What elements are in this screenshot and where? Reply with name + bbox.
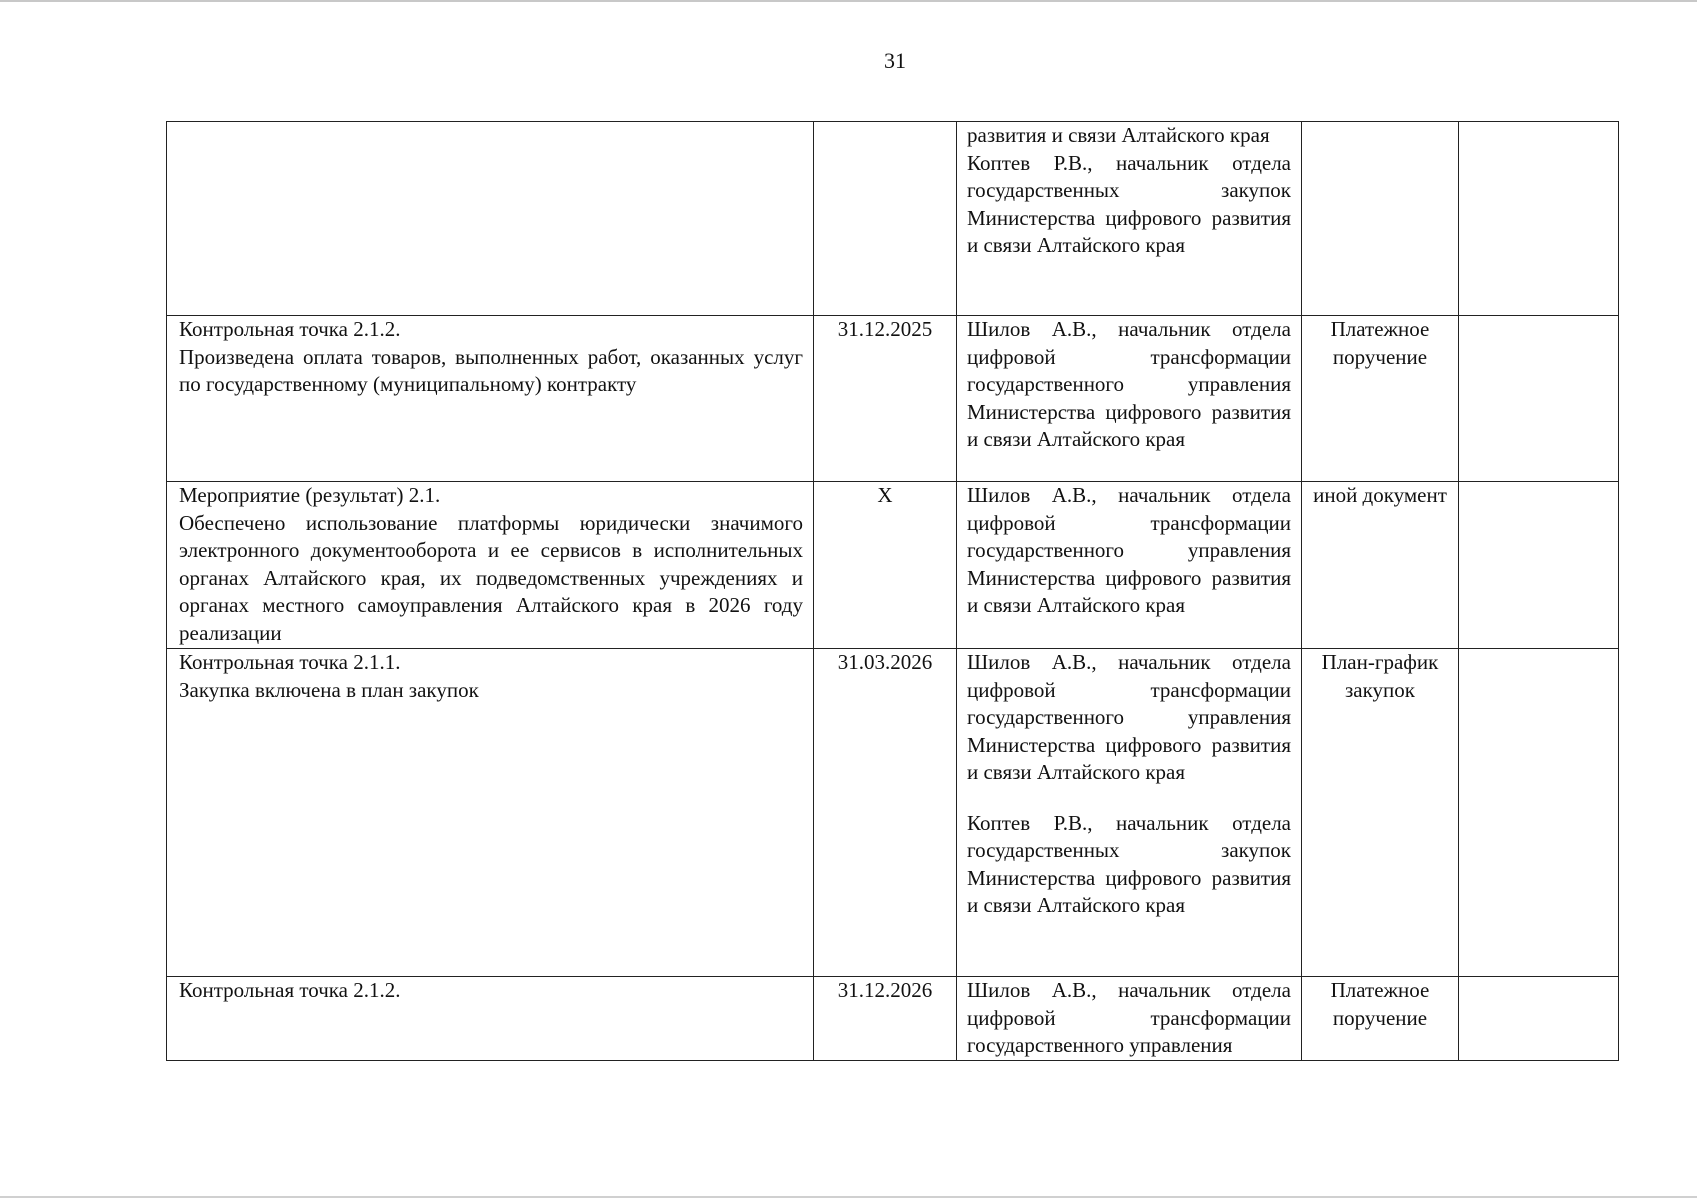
- note-cell: [1459, 649, 1619, 977]
- document-cell: [1302, 122, 1459, 316]
- responsible-text: Шилов А.В., начальник отдела цифровой трансформации государственного управления Министерства цифрового развития и связи Алтайского края: [967, 650, 1291, 784]
- date-cell: [814, 482, 957, 649]
- responsible-text: Коптев Р.В., начальник отдела государственных закупок Министерства цифрового развития и связи Алтайского края: [967, 150, 1291, 257]
- date-cell: [814, 122, 957, 316]
- document-cell: [1302, 316, 1459, 482]
- document-type: Платежное поручение: [1330, 317, 1430, 369]
- note-cell: [1459, 482, 1619, 649]
- date-cell: [814, 316, 957, 482]
- note-cell: [1459, 122, 1619, 316]
- event-description: Обеспечено использование платформы юридически значимого электронного документооборота и ее сервисов в исполнительных органах Алтайского края, их подведомственных учреждениях и органах местного самоуправления Алтайского края в 2026 году реализации: [179, 510, 803, 645]
- event-cell: [167, 649, 814, 977]
- event-description: Произведена оплата товаров, выполненных работ, оказанных услуг по государственному (муниципальному) контракту: [179, 344, 803, 396]
- deadline-date: X: [877, 483, 893, 507]
- responsible-cell: [957, 977, 1302, 1061]
- document-cell: [1302, 482, 1459, 649]
- document-type: Платежное поручение: [1330, 978, 1430, 1030]
- event-title: Контрольная точка 2.1.1.: [179, 650, 401, 674]
- responsible-text: развития и связи Алтайского края: [967, 123, 1270, 147]
- responsible-cell: [957, 316, 1302, 482]
- schedule-table: [166, 121, 1619, 1061]
- responsible-text: Шилов А.В., начальник отдела цифровой трансформации государственного управления Министерства цифрового развития и связи Алтайского края: [967, 483, 1291, 617]
- note-cell: [1459, 316, 1619, 482]
- table-row: [167, 316, 1619, 482]
- document-type: иной документ: [1313, 483, 1447, 507]
- event-cell: [167, 122, 814, 316]
- table-row: [167, 649, 1619, 977]
- scan-bottom-edge: [0, 1196, 1697, 1198]
- responsible-cell: [957, 482, 1302, 649]
- document-type: План-график закупок: [1321, 650, 1439, 702]
- responsible-text: Шилов А.В., начальник отдела цифровой трансформации государственного управления Министерства цифрового развития и связи Алтайского края: [967, 317, 1291, 451]
- page-number: 31: [884, 48, 906, 73]
- document-cell: [1302, 649, 1459, 977]
- date-cell: [814, 649, 957, 977]
- scan-top-edge: [0, 0, 1697, 2]
- table-row: [167, 977, 1619, 1061]
- event-description: Закупка включена в план закупок: [179, 677, 479, 702]
- table-row: [167, 482, 1619, 649]
- event-cell: [167, 316, 814, 482]
- event-title: Мероприятие (результат) 2.1.: [179, 483, 441, 507]
- deadline-date: 31.12.2026: [837, 978, 933, 1002]
- responsible-cell: [957, 649, 1302, 977]
- event-title: Контрольная точка 2.1.2.: [179, 317, 401, 341]
- event-cell: [167, 977, 814, 1061]
- deadline-date: 31.12.2025: [837, 317, 933, 341]
- document-cell: [1302, 977, 1459, 1061]
- event-cell: [167, 482, 814, 649]
- responsible-cell: [957, 122, 1302, 316]
- responsible-text: Коптев Р.В., начальник отдела государственных закупок Министерства цифрового развития и связи Алтайского края: [967, 810, 1291, 917]
- deadline-date: 31.03.2026: [837, 650, 933, 674]
- table-row: [167, 122, 1619, 316]
- event-title: Контрольная точка 2.1.2.: [179, 978, 401, 1002]
- note-cell: [1459, 977, 1619, 1061]
- date-cell: [814, 977, 957, 1061]
- responsible-text: Шилов А.В., начальник отдела цифровой трансформации государственного управления: [967, 978, 1291, 1057]
